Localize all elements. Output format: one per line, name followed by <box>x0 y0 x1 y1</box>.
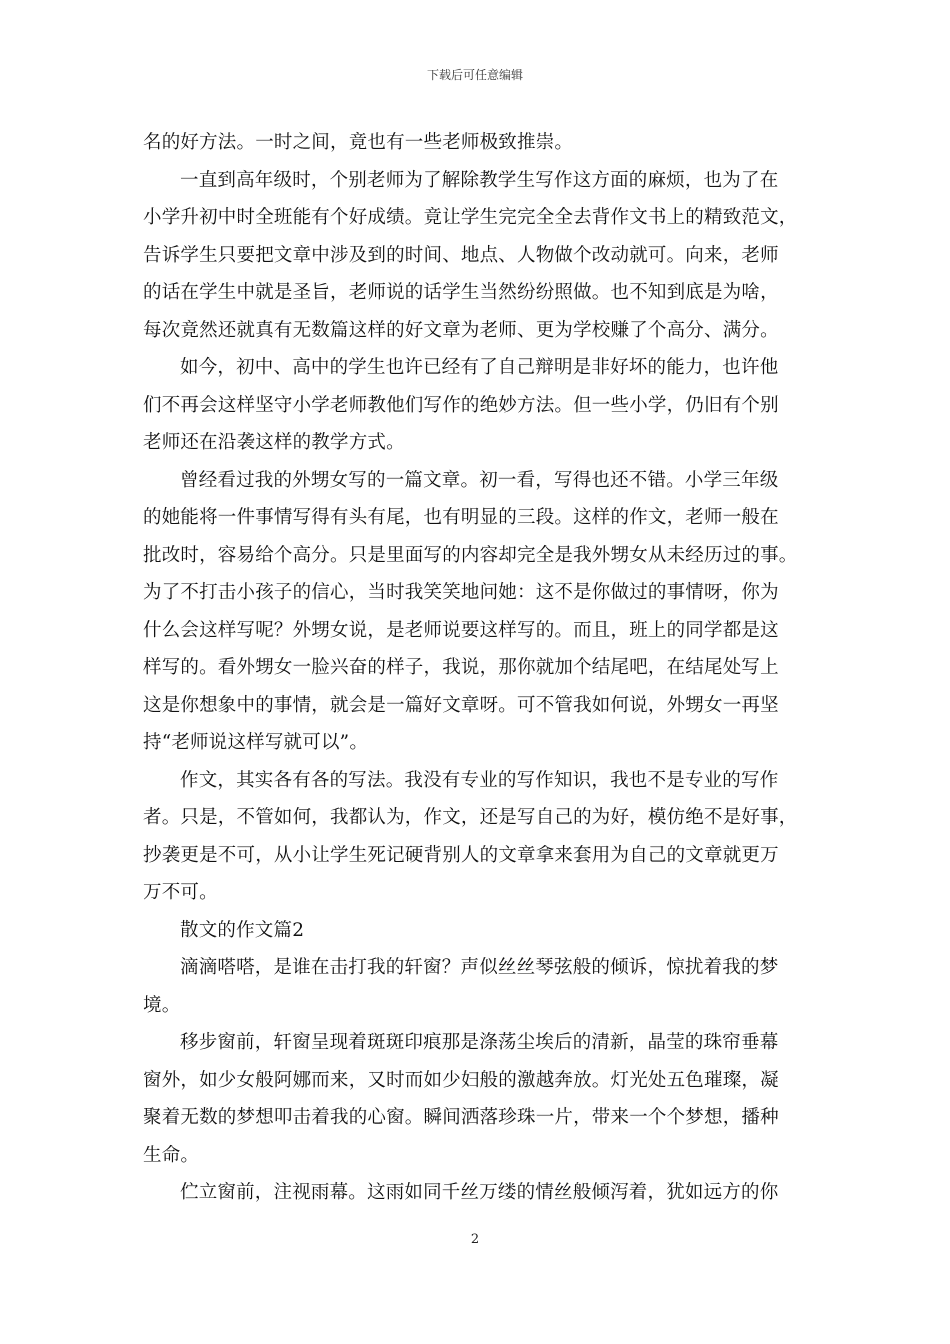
text-line: 曾经看过我的外甥女写的一篇文章。初一看，写得也还不错。小学三年级 <box>180 469 779 491</box>
text-line: 聚着无数的梦想叩击着我的心窗。瞬间洒落珍珠一片，带来一个个梦想，播种 <box>143 1107 779 1128</box>
text-line: 生命。 <box>143 1144 200 1166</box>
text-line: 一直到高年级时，个别老师为了解除教学生写作这方面的麻烦，也为了在 <box>180 169 779 191</box>
text-line: 名的好方法。一时之间，竟也有一些老师极致推崇。 <box>143 132 574 153</box>
text-line: 告诉学生只要把文章中涉及到的时间、地点、人物做个改动就可。向来，老师 <box>143 244 779 266</box>
text-line: 伫立窗前，注视雨幕。这雨如同千丝万缕的情丝般倾泻着，犹如远方的你 <box>180 1182 779 1203</box>
text-line: 作文，其实各有各的写法。我没有专业的写作知识，我也不是专业的写作 <box>180 769 779 791</box>
text-line: 为了不打击小孩子的信心，当时我笑笑地问她：这不是你做过的事情呀，你为 <box>143 582 779 603</box>
text-line: 抄袭更是不可，从小让学生死记硬背别人的文章拿来套用为自己的文章就更万 <box>143 844 779 866</box>
text-line: 的话在学生中就是圣旨，老师说的话学生当然纷纷照做。也不知到底是为啥， <box>143 282 779 303</box>
text-line: 持“老师说这样写就可以”。 <box>143 732 369 753</box>
text-line: 境。 <box>143 994 181 1016</box>
text-line: 小学升初中时全班能有个好成绩。竟让学生完完全全去背作文书上的精致范文， <box>143 207 798 228</box>
document-body <box>143 124 808 1212</box>
text-line: 者。只是，不管如何，我都认为，作文，还是写自己的为好，模仿绝不是好事， <box>143 807 798 828</box>
text-line: 样写的。看外甥女一脸兴奋的样子，我说，那你就加个结尾吧，在结尾处写上 <box>143 657 779 678</box>
page-number: 2 <box>470 1232 480 1247</box>
page-header: 下载后可任意编辑 <box>426 68 523 82</box>
text-line: 这是你想象中的事情，就会是一篇好文章呀。可不管我如何说，外甥女一再坚 <box>143 694 779 716</box>
text-line: 万不可。 <box>143 882 218 903</box>
text-line: 移步窗前，轩窗呈现着斑斑印痕那是涤荡尘埃后的清新，晶莹的珠帘垂幕 <box>180 1032 779 1053</box>
text-line: 的她能将一件事情写得有头有尾，也有明显的三段。这样的作文，老师一般在 <box>143 507 779 528</box>
text-line: 散文的作文篇2 <box>180 919 305 941</box>
text-line: 老师还在沿袭这样的教学方式。 <box>143 432 405 453</box>
text-line: 批改时，容易给个高分。只是里面写的内容却完全是我外甥女从未经历过的事。 <box>143 544 798 566</box>
text-line: 如今，初中、高中的学生也许已经有了自己辩明是非好坏的能力，也许他 <box>180 357 779 378</box>
text-line: 每次竟然还就真有无数篇这样的好文章为老师、更为学校赚了个高分、满分。 <box>143 319 779 341</box>
text-line: 们不再会这样坚守小学老师教他们写作的绝妙方法。但一些小学，仍旧有个别 <box>143 394 779 416</box>
text-line: 窗外，如少女般阿娜而来，又时而如少妇般的激越奔放。灯光处五色璀璨，凝 <box>143 1069 779 1091</box>
text-line: 什么会这样写呢？外甥女说，是老师说要这样写的。而且，班上的同学都是这 <box>143 619 779 641</box>
text-line: 滴滴嗒嗒，是谁在击打我的轩窗？声似丝丝琴弦般的倾诉，惊扰着我的梦 <box>180 957 779 978</box>
